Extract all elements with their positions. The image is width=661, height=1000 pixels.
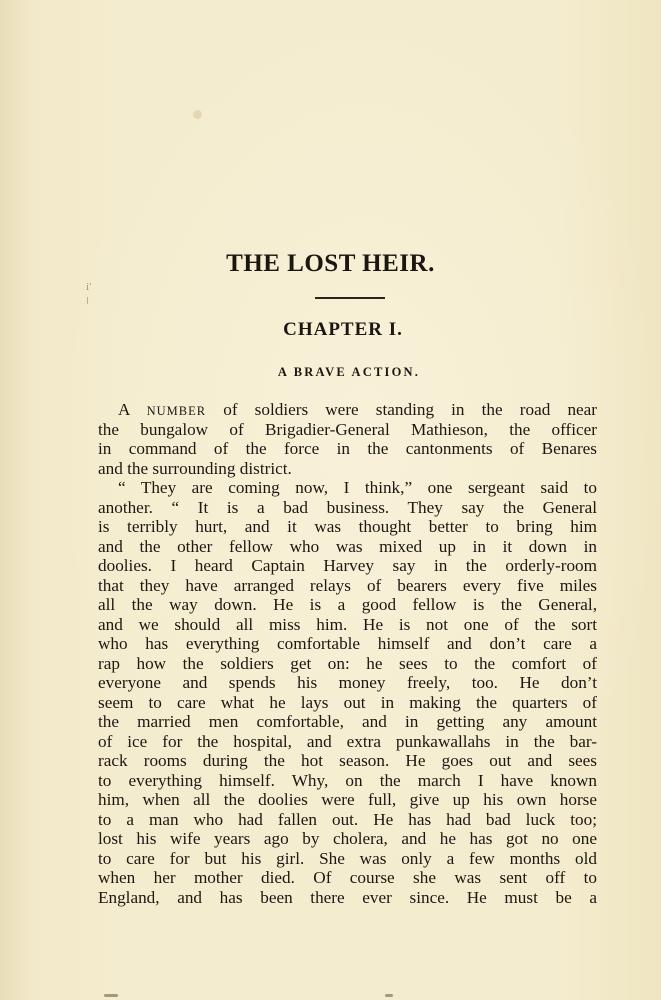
text-line [98,400,597,420]
title-divider [315,297,385,299]
book-title: THE LOST HEIR. [226,250,435,277]
text-line: rap how the soldiers get on: he sees to the comfort of [98,653,597,673]
text-line: is terribly hurt, and it was thought better to bring him [98,517,597,536]
text-line: who has everything comfortable himself and don’t care a [98,634,597,653]
margin-mark: i’ [86,283,92,293]
text-line: that they have arranged relays of bearers every five miles [98,575,597,595]
print-smudge [104,994,118,997]
line-rest: of soldiers were standing in the road near [223,400,598,419]
text-line: everyone and spends his money freely, too. He don’t [98,673,597,692]
lead-word: A [118,400,130,419]
chapter-heading: CHAPTER I. [283,319,403,340]
text-line: rack rooms during the hot season. He goes out and sees [98,751,597,770]
text-line: seem to care what he lays out in making the quarters of [98,692,597,712]
paper-speck [193,110,202,119]
text-line: “ They are coming now, I think,” one sergeant said to [118,478,597,497]
chapter-body [98,400,597,907]
text-line: and the other fellow who was mixed up in it down in [98,536,597,556]
text-line: all the way down. He is a good fellow is the General, [98,595,597,614]
text-line: another. “ It is a bad business. They say the General [98,497,597,517]
text-line: doolies. I heard Captain Harvey say in the orderly-room [98,556,597,575]
text-line: lost his wife years ago by cholera, and he has got no one [98,829,597,848]
text-line: when her mother died. Of course she was sent off to [98,868,597,887]
text-line: him, when all the doolies were full, give up his own horse [98,790,597,809]
text-line: in command of the force in the cantonments of Benares [98,439,597,458]
small-caps-word: NUMBER [146,404,207,418]
text-line: and the surrounding district. [98,458,292,478]
text-line: to a man who had fallen out. He has had bad luck too; [98,809,597,829]
text-line: to care for but his girl. She was only a few months old [98,848,597,868]
text-line: the bungalow of Brigadier-General Mathieson, the officer [98,419,597,439]
text-line: England, and has been there ever since. He must be a [98,887,597,907]
margin-mark: ǀ [86,297,89,307]
text-line: and we should all miss him. He is not one of the sort [98,614,597,634]
chapter-subtitle: A BRAVE ACTION. [277,365,421,379]
text-line: to everything himself. Why, on the march I have known [98,770,597,790]
text-line: of ice for the hospital, and extra punkawallahs in the bar- [98,731,597,751]
text-line: the married men comfortable, and in getting any amount [98,712,597,731]
print-smudge [385,994,393,997]
